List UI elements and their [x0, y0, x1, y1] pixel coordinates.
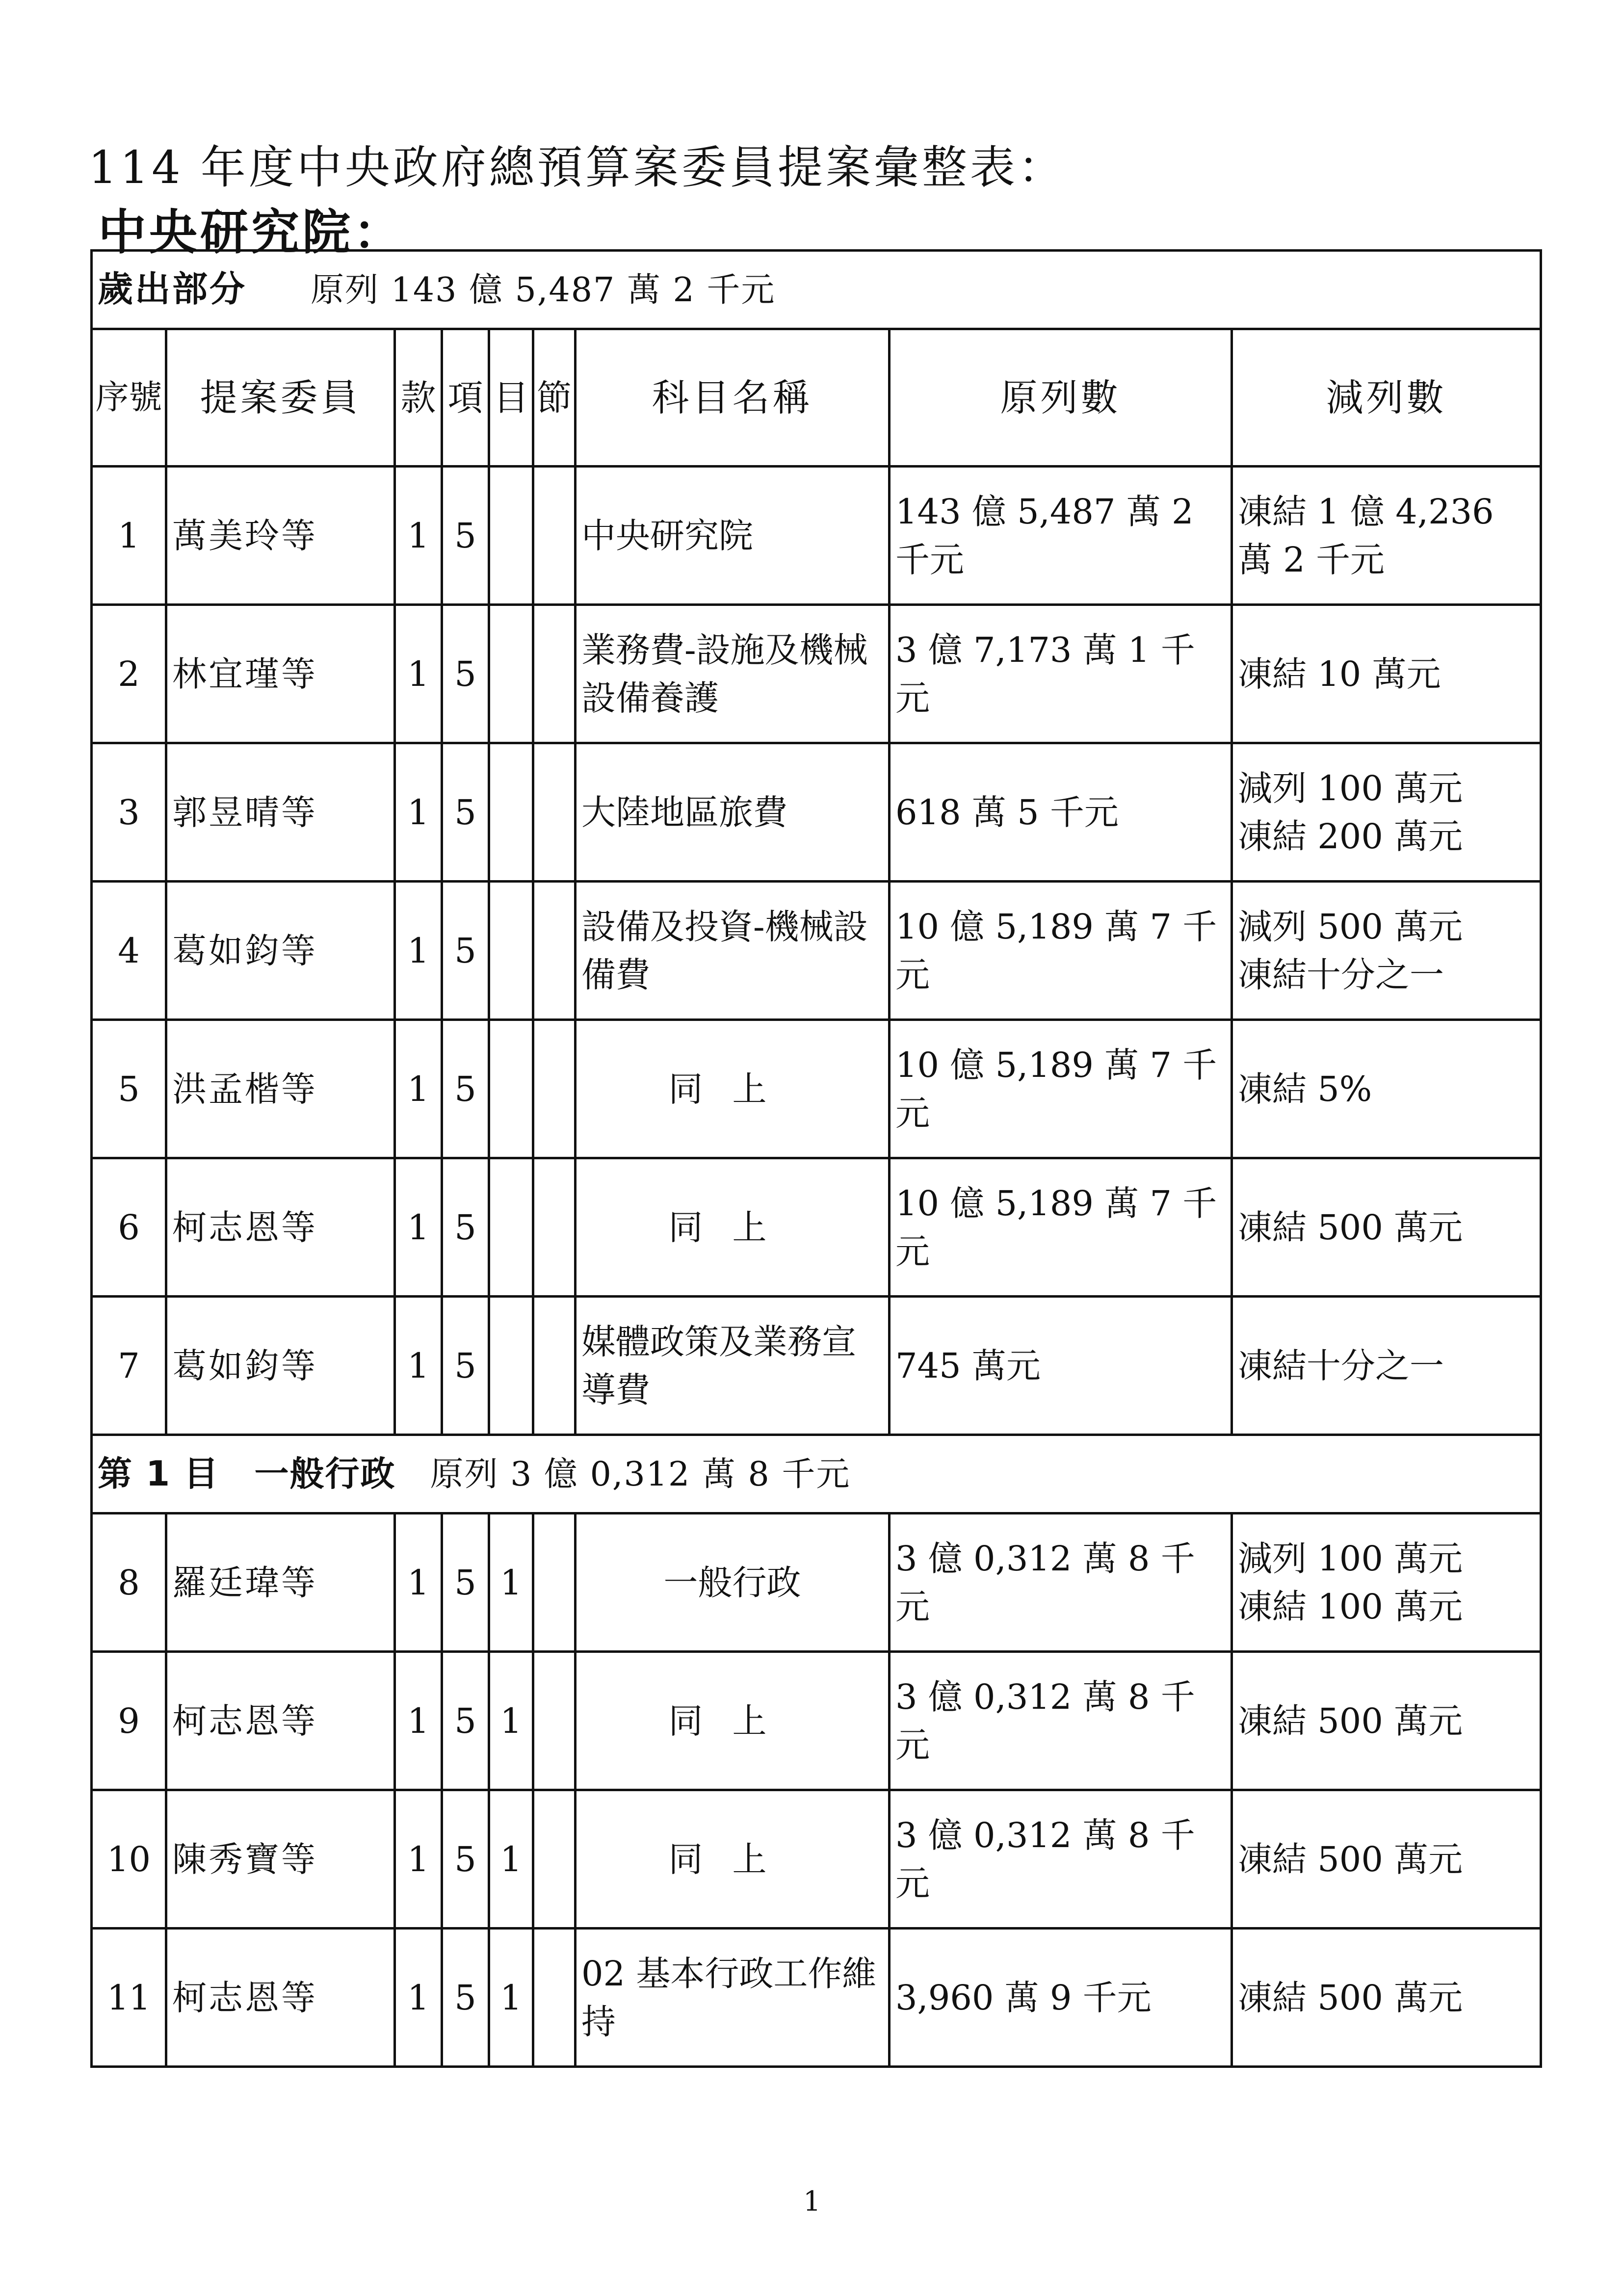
kuan-cell: 1: [395, 1513, 442, 1652]
mu-cell: [489, 743, 533, 882]
original-amount-cell: 745 萬元: [890, 1297, 1232, 1435]
table-row: [92, 1020, 1541, 1158]
mu-cell: [489, 1020, 533, 1158]
reduction-line: 凍結 500 萬元: [1238, 1700, 1463, 1741]
reduction-cell: [1232, 1297, 1541, 1435]
xiang-cell: 5: [442, 743, 489, 882]
jie-cell: [533, 1297, 576, 1435]
proposer-cell: 林宜瑾等: [166, 605, 395, 743]
mu-cell: 1: [489, 1652, 533, 1790]
reduction-cell: [1232, 1158, 1541, 1297]
serial-cell: 6: [92, 1158, 166, 1297]
table-row: [92, 467, 1541, 605]
jie-cell: [533, 1929, 576, 2067]
original-amount-cell: 143 億 5,487 萬 2 千元: [890, 467, 1232, 605]
table-row: [92, 743, 1541, 882]
serial-cell: 3: [92, 743, 166, 882]
proposer-cell: 柯志恩等: [166, 1158, 395, 1297]
mu-cell: [489, 882, 533, 1020]
reduction-line: 凍結 500 萬元: [1238, 1977, 1463, 2018]
table-row: [92, 882, 1541, 1020]
reduction-line: 凍結 10 萬元: [1238, 653, 1441, 694]
header-subject: 科目名稱: [576, 329, 890, 467]
kuan-cell: 1: [395, 605, 442, 743]
subject-cell: 媒體政策及業務宣導費: [576, 1297, 890, 1435]
jie-cell: [533, 1652, 576, 1790]
document-title: 114 年度中央政府總預算案委員提案彙整表：: [88, 141, 1066, 194]
header-kuan: 款: [395, 329, 442, 467]
section-general-admin-row: [92, 1435, 1541, 1513]
subject-cell: 設備及投資-機械設備費: [576, 882, 890, 1020]
reduction-cell: [1232, 882, 1541, 1020]
table-row: [92, 605, 1541, 743]
subject-cell: 業務費-設施及機械設備養護: [576, 605, 890, 743]
serial-cell: 1: [92, 467, 166, 605]
subject-cell: 同上: [576, 1652, 890, 1790]
serial-cell: 10: [92, 1790, 166, 1929]
section-general-admin-cell: [92, 1435, 1541, 1513]
reduction-cell: [1232, 605, 1541, 743]
jie-cell: [533, 467, 576, 605]
reduction-cell: [1232, 743, 1541, 882]
reduction-line: 凍結 1 億 4,236 萬 2 千元: [1238, 491, 1494, 580]
reduction-line: 減列 500 萬元: [1238, 906, 1463, 947]
proposer-cell: 郭昱晴等: [166, 743, 395, 882]
xiang-cell: 5: [442, 467, 489, 605]
xiang-cell: 5: [442, 1158, 489, 1297]
reduction-line: 凍結 100 萬元: [1238, 1586, 1463, 1627]
subject-cell: 大陸地區旅費: [576, 743, 890, 882]
xiang-cell: 5: [442, 882, 489, 1020]
table-row: [92, 1513, 1541, 1652]
kuan-cell: 1: [395, 467, 442, 605]
jie-cell: [533, 1020, 576, 1158]
table-row: [92, 1790, 1541, 1929]
agency-subtitle: 中央研究院：: [98, 205, 405, 261]
xiang-cell: 5: [442, 1790, 489, 1929]
table-row: [92, 1929, 1541, 2067]
subject-cell: 同上: [576, 1158, 890, 1297]
original-amount-cell: 3 億 0,312 萬 8 千元: [890, 1652, 1232, 1790]
header-proposer: 提案委員: [166, 329, 395, 467]
proposer-cell: 洪孟楷等: [166, 1020, 395, 1158]
header-row: [92, 329, 1541, 467]
jie-cell: [533, 1790, 576, 1929]
jie-cell: [533, 605, 576, 743]
xiang-cell: 5: [442, 1652, 489, 1790]
reduction-line: 凍結十分之一: [1238, 954, 1444, 995]
xiang-cell: 5: [442, 1513, 489, 1652]
xiang-cell: 5: [442, 1020, 489, 1158]
header-xiang: 項: [442, 329, 489, 467]
mu-cell: 1: [489, 1929, 533, 2067]
kuan-cell: 1: [395, 743, 442, 882]
jie-cell: [533, 743, 576, 882]
original-amount-cell: 10 億 5,189 萬 7 千元: [890, 1020, 1232, 1158]
reduction-line: 凍結 500 萬元: [1238, 1839, 1463, 1879]
proposer-cell: 柯志恩等: [166, 1652, 395, 1790]
original-amount-cell: 10 億 5,189 萬 7 千元: [890, 1158, 1232, 1297]
header-original: 原列數: [890, 329, 1232, 467]
mu-cell: [489, 1297, 533, 1435]
kuan-cell: 1: [395, 1929, 442, 2067]
reduction-cell: [1232, 1929, 1541, 2067]
kuan-cell: 1: [395, 1158, 442, 1297]
reduction-cell: [1232, 1790, 1541, 1929]
page-number: 1: [803, 2186, 821, 2218]
xiang-cell: 5: [442, 1929, 489, 2067]
table-row: [92, 1158, 1541, 1297]
subject-cell: 中央研究院: [576, 467, 890, 605]
section-expenditure-cell: [92, 251, 1541, 329]
xiang-cell: 5: [442, 1297, 489, 1435]
subject-cell: 02 基本行政工作維持: [576, 1929, 890, 2067]
mu-cell: [489, 1158, 533, 1297]
proposer-cell: 陳秀寶等: [166, 1790, 395, 1929]
original-amount-cell: 3 億 0,312 萬 8 千元: [890, 1513, 1232, 1652]
serial-cell: 4: [92, 882, 166, 1020]
reduction-cell: [1232, 1513, 1541, 1652]
reduction-line: 凍結 5%: [1238, 1069, 1372, 1109]
mu-cell: [489, 605, 533, 743]
reduction-cell: [1232, 1652, 1541, 1790]
header-jie: 節: [533, 329, 576, 467]
kuan-cell: 1: [395, 1020, 442, 1158]
proposer-cell: 葛如鈞等: [166, 1297, 395, 1435]
reduction-line: 凍結 500 萬元: [1238, 1207, 1463, 1248]
jie-cell: [533, 1158, 576, 1297]
header-reduction: 減列數: [1232, 329, 1541, 467]
reduction-cell: [1232, 1020, 1541, 1158]
subject-cell: 一般行政: [576, 1513, 890, 1652]
original-amount-cell: 3 億 7,173 萬 1 千元: [890, 605, 1232, 743]
section-general-admin-label: 第 1 目 一般行政: [98, 1453, 396, 1494]
kuan-cell: 1: [395, 1652, 442, 1790]
mu-cell: 1: [489, 1513, 533, 1652]
serial-cell: 7: [92, 1297, 166, 1435]
section-expenditure-row: [92, 251, 1541, 329]
section-expenditure-label: 歲出部分: [98, 268, 247, 310]
proposer-cell: 柯志恩等: [166, 1929, 395, 2067]
table-row: [92, 1297, 1541, 1435]
proposal-table: [90, 249, 1542, 2068]
reduction-line: 凍結 200 萬元: [1238, 816, 1463, 857]
section-general-admin-amount: 原列 3 億 0,312 萬 8 千元: [430, 1455, 851, 1494]
serial-cell: 5: [92, 1020, 166, 1158]
reduction-cell: [1232, 467, 1541, 605]
kuan-cell: 1: [395, 1297, 442, 1435]
xiang-cell: 5: [442, 605, 489, 743]
mu-cell: [489, 467, 533, 605]
original-amount-cell: 618 萬 5 千元: [890, 743, 1232, 882]
mu-cell: 1: [489, 1790, 533, 1929]
jie-cell: [533, 882, 576, 1020]
original-amount-cell: 3,960 萬 9 千元: [890, 1929, 1232, 2067]
reduction-line: 凍結十分之一: [1238, 1345, 1444, 1386]
kuan-cell: 1: [395, 1790, 442, 1929]
reduction-line: 減列 100 萬元: [1238, 1538, 1463, 1579]
serial-cell: 9: [92, 1652, 166, 1790]
original-amount-cell: 3 億 0,312 萬 8 千元: [890, 1790, 1232, 1929]
header-serial: 序號: [92, 329, 166, 467]
section-expenditure-amount: 原列 143 億 5,487 萬 2 千元: [311, 271, 776, 310]
subject-cell: 同上: [576, 1790, 890, 1929]
proposer-cell: 萬美玲等: [166, 467, 395, 605]
serial-cell: 11: [92, 1929, 166, 2067]
serial-cell: 8: [92, 1513, 166, 1652]
kuan-cell: 1: [395, 882, 442, 1020]
serial-cell: 2: [92, 605, 166, 743]
proposer-cell: 羅廷瑋等: [166, 1513, 395, 1652]
jie-cell: [533, 1513, 576, 1652]
reduction-line: 減列 100 萬元: [1238, 768, 1463, 809]
original-amount-cell: 10 億 5,189 萬 7 千元: [890, 882, 1232, 1020]
subject-cell: 同上: [576, 1020, 890, 1158]
header-mu: 目: [489, 329, 533, 467]
proposer-cell: 葛如鈞等: [166, 882, 395, 1020]
table-row: [92, 1652, 1541, 1790]
